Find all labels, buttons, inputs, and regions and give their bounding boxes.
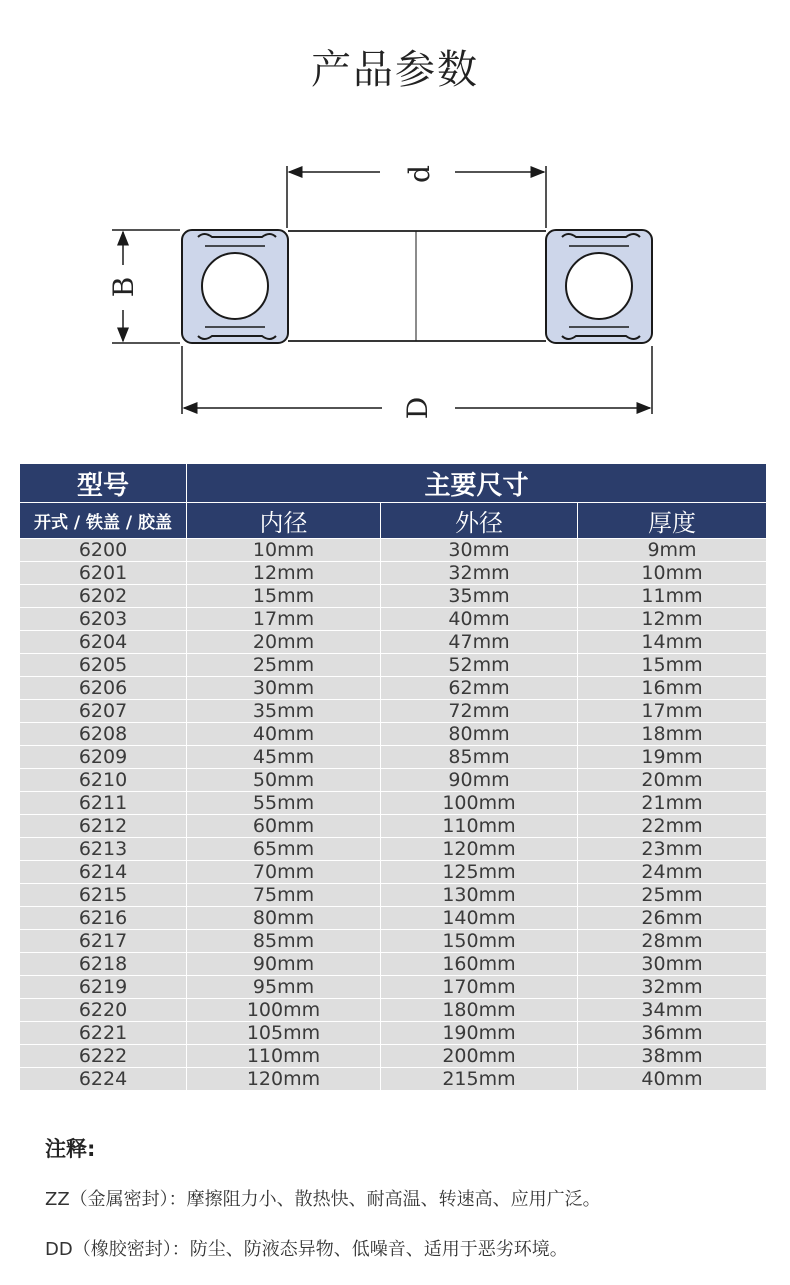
cell-inner-diameter: 30mm [187,677,381,700]
cell-model: 6211 [20,792,187,815]
header-type: 开式 / 铁盖 / 胶盖 [20,503,187,539]
cell-outer-diameter: 100mm [381,792,578,815]
cell-thickness: 22mm [578,815,767,838]
cell-outer-diameter: 180mm [381,999,578,1022]
cell-thickness: 36mm [578,1022,767,1045]
cell-thickness: 15mm [578,654,767,677]
header-main-dimensions: 主要尺寸 [187,464,767,503]
cell-inner-diameter: 95mm [187,976,381,999]
table-row [20,562,767,585]
cell-inner-diameter: 20mm [187,631,381,654]
note-zz: ZZ（金属密封）：摩擦阻力小、散热快、耐高温、转速高、应用广泛。 [45,1189,601,1210]
table-row [20,723,767,746]
cell-inner-diameter: 10mm [187,539,381,562]
cell-model: 6217 [20,930,187,953]
cell-outer-diameter: 170mm [381,976,578,999]
header-thickness: 厚度 [578,503,767,539]
cell-model: 6216 [20,907,187,930]
table-row [20,1022,767,1045]
header-model: 型号 [20,464,187,503]
cell-inner-diameter: 80mm [187,907,381,930]
cell-outer-diameter: 72mm [381,700,578,723]
cell-thickness: 12mm [578,608,767,631]
label-D: D [401,396,434,420]
cell-inner-diameter: 35mm [187,700,381,723]
table-row [20,539,767,562]
cell-outer-diameter: 120mm [381,838,578,861]
notes-section [45,1133,765,1285]
table-row [20,1068,767,1091]
table-row [20,884,767,907]
header-outer-diameter: 外径 [381,503,578,539]
cell-thickness: 14mm [578,631,767,654]
notes-title: 注释: [45,1137,96,1161]
cell-thickness: 38mm [578,1045,767,1068]
cell-thickness: 9mm [578,539,767,562]
cell-inner-diameter: 25mm [187,654,381,677]
cell-model: 6220 [20,999,187,1022]
table-row [20,930,767,953]
cell-inner-diameter: 120mm [187,1068,381,1091]
cell-inner-diameter: 110mm [187,1045,381,1068]
inner-diameter-dimension [287,165,546,228]
cell-model: 6202 [20,585,187,608]
label-B: B [107,276,140,298]
table-row [20,608,767,631]
outer-diameter-dimension [182,346,652,419]
cell-model: 6206 [20,677,187,700]
cell-model: 6212 [20,815,187,838]
spec-table-body [20,539,767,1091]
spec-table [19,463,767,1091]
table-row [20,769,767,792]
cell-inner-diameter: 17mm [187,608,381,631]
cell-thickness: 25mm [578,884,767,907]
cell-outer-diameter: 85mm [381,746,578,769]
cell-inner-diameter: 55mm [187,792,381,815]
right-bearing-section [546,230,652,343]
cell-outer-diameter: 80mm [381,723,578,746]
cell-inner-diameter: 40mm [187,723,381,746]
cell-outer-diameter: 190mm [381,1022,578,1045]
table-row [20,585,767,608]
cell-model: 6201 [20,562,187,585]
cell-model: 6207 [20,700,187,723]
cell-inner-diameter: 50mm [187,769,381,792]
cell-outer-diameter: 140mm [381,907,578,930]
cell-thickness: 17mm [578,700,767,723]
cell-model: 6204 [20,631,187,654]
cell-outer-diameter: 30mm [381,539,578,562]
table-row [20,792,767,815]
table-row [20,746,767,769]
cell-outer-diameter: 32mm [381,562,578,585]
width-dimension [107,230,180,343]
table-row [20,838,767,861]
cell-outer-diameter: 215mm [381,1068,578,1091]
bearing-cross-section-diagram [0,130,790,450]
cell-outer-diameter: 40mm [381,608,578,631]
cell-inner-diameter: 90mm [187,953,381,976]
cell-outer-diameter: 200mm [381,1045,578,1068]
cell-model: 6213 [20,838,187,861]
cell-model: 6214 [20,861,187,884]
cell-thickness: 16mm [578,677,767,700]
cell-thickness: 10mm [578,562,767,585]
cell-model: 6210 [20,769,187,792]
table-row [20,815,767,838]
label-d: d [403,165,436,183]
cell-thickness: 20mm [578,769,767,792]
cell-inner-diameter: 12mm [187,562,381,585]
cell-inner-diameter: 85mm [187,930,381,953]
cell-model: 6221 [20,1022,187,1045]
cell-thickness: 24mm [578,861,767,884]
cell-inner-diameter: 45mm [187,746,381,769]
cell-model: 6200 [20,539,187,562]
table-row [20,654,767,677]
cell-outer-diameter: 62mm [381,677,578,700]
cell-outer-diameter: 150mm [381,930,578,953]
cell-thickness: 34mm [578,999,767,1022]
page-title: 产品参数 [311,47,479,93]
cell-outer-diameter: 90mm [381,769,578,792]
table-row [20,861,767,884]
cell-thickness: 19mm [578,746,767,769]
cell-model: 6208 [20,723,187,746]
cell-thickness: 11mm [578,585,767,608]
cell-inner-diameter: 60mm [187,815,381,838]
left-bearing-section [182,230,288,343]
cell-outer-diameter: 130mm [381,884,578,907]
cell-thickness: 40mm [578,1068,767,1091]
cell-thickness: 30mm [578,953,767,976]
cell-outer-diameter: 160mm [381,953,578,976]
table-row [20,953,767,976]
cell-model: 6219 [20,976,187,999]
cell-model: 6215 [20,884,187,907]
cell-inner-diameter: 65mm [187,838,381,861]
cell-model: 6224 [20,1068,187,1091]
table-row [20,631,767,654]
table-row [20,907,767,930]
table-row [20,999,767,1022]
cell-thickness: 32mm [578,976,767,999]
note-dd: DD（橡胶密封）：防尘、防液态异物、低噪音、适用于恶劣环境。 [45,1239,568,1260]
table-row [20,1045,767,1068]
bearing-body [288,231,546,341]
cell-model: 6218 [20,953,187,976]
cell-inner-diameter: 100mm [187,999,381,1022]
cell-model: 6222 [20,1045,187,1068]
cell-inner-diameter: 75mm [187,884,381,907]
cell-thickness: 21mm [578,792,767,815]
cell-thickness: 18mm [578,723,767,746]
cell-model: 6203 [20,608,187,631]
cell-outer-diameter: 125mm [381,861,578,884]
table-row [20,677,767,700]
cell-thickness: 26mm [578,907,767,930]
cell-model: 6205 [20,654,187,677]
cell-inner-diameter: 105mm [187,1022,381,1045]
table-row [20,976,767,999]
cell-inner-diameter: 15mm [187,585,381,608]
cell-inner-diameter: 70mm [187,861,381,884]
cell-model: 6209 [20,746,187,769]
cell-thickness: 23mm [578,838,767,861]
cell-outer-diameter: 110mm [381,815,578,838]
cell-thickness: 28mm [578,930,767,953]
header-inner-diameter: 内径 [187,503,381,539]
cell-outer-diameter: 47mm [381,631,578,654]
table-row [20,700,767,723]
cell-outer-diameter: 35mm [381,585,578,608]
cell-outer-diameter: 52mm [381,654,578,677]
